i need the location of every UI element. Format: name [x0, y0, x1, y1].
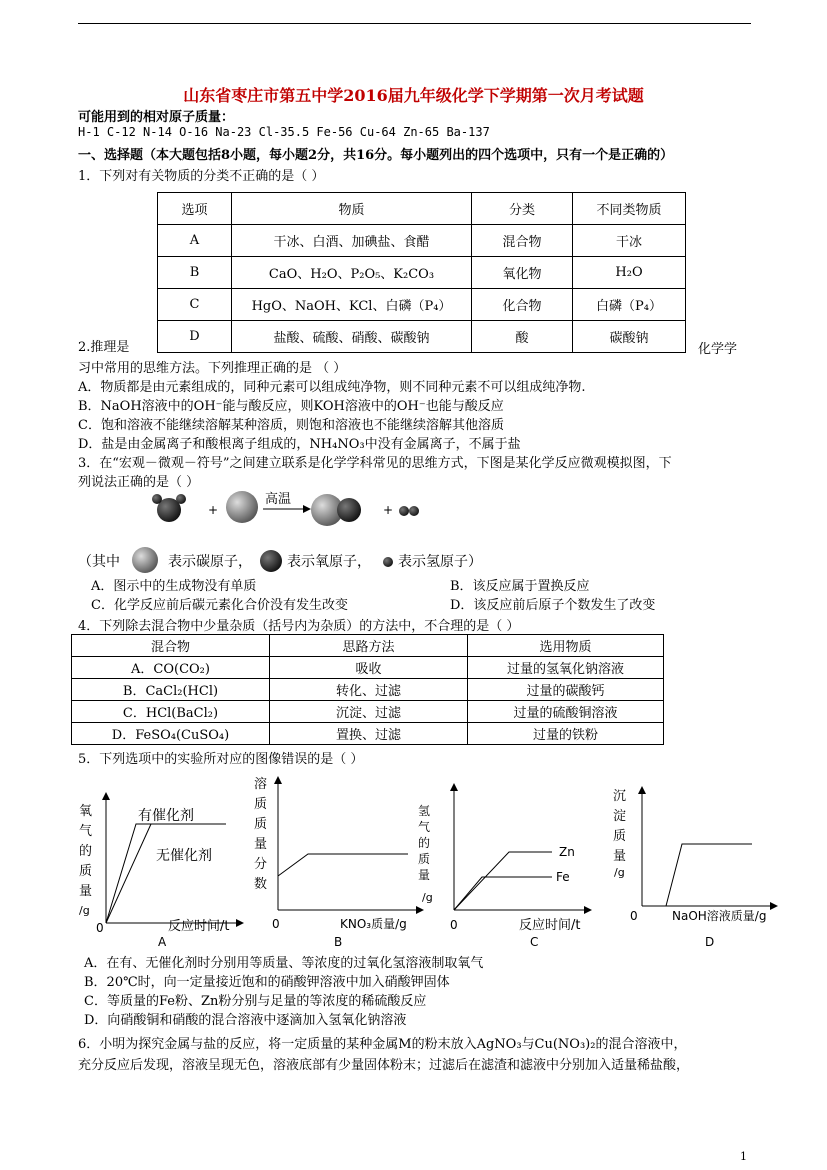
table-cell: B．CaCl₂(HCl)	[72, 679, 270, 701]
table-cell: HgO、NaOH、KCl、白磷（P₄）	[232, 289, 472, 321]
table-row	[158, 225, 686, 257]
graph-d-ylabel: /g	[614, 866, 625, 879]
question-3-line2: 列说法正确的是（ ）	[78, 475, 200, 490]
q3-option-d: D．该反应前后原子个数发生了改变	[450, 598, 656, 613]
q5-option-d: D．向硝酸铜和硝酸的混合溶液中逐滴加入氢氧化钠溶液	[84, 1013, 407, 1028]
graph-d	[610, 780, 790, 950]
reaction-diagram	[145, 485, 445, 535]
graph-a-xlabel: 反应时间/t	[168, 919, 230, 934]
q3-option-b: B．该反应属于置换反应	[450, 579, 590, 594]
graph-b-xlabel: KNO₃质量/g	[340, 917, 407, 931]
table-cell: 盐酸、硫酸、硝酸、碳酸钠	[232, 321, 472, 353]
q5-option-b: B．20℃时，向一定量接近饱和的硝酸钾溶液中加入硝酸钾固体	[84, 975, 450, 990]
graph-c-xlabel: 反应时间/t	[519, 918, 581, 933]
table-header-cell: 选项	[158, 193, 232, 225]
question-6-line2: 充分反应后发现，溶液呈现无色，溶液底部有少量固体粉末；过滤后在滤渣和滤液中分别加入适量稀盐酸，	[78, 1058, 690, 1073]
graph-c	[414, 775, 599, 950]
page-number: 1	[740, 1150, 747, 1163]
graph-a-ylabel: 氧	[79, 804, 93, 819]
table-cell: C．HCl(BaCl₂)	[72, 701, 270, 723]
graph-a-ylabel: 的	[79, 844, 93, 859]
graph-d-ylabel: 淀	[613, 809, 627, 824]
graph-d-ylabel: 质	[613, 829, 627, 844]
table-row	[72, 679, 664, 701]
table-cell: 干冰、白酒、加碘盐、食醋	[232, 225, 472, 257]
table-cell: 碳酸钠	[573, 321, 686, 353]
reaction-condition: 高温	[265, 492, 292, 507]
table-cell: 氧化物	[472, 257, 573, 289]
graph-a-curve-no-catalyst	[106, 824, 151, 923]
graph-c-x-arrow	[584, 906, 592, 914]
table-cell: A	[158, 225, 232, 257]
classification-table	[157, 192, 686, 353]
header-rule	[78, 23, 751, 24]
graph-d-origin: 0	[630, 909, 638, 923]
q2-option-c: C．饱和溶液不能继续溶解某种溶质，则饱和溶液也不能继续溶解其他溶质	[78, 418, 504, 433]
legend-hydrogen: 表示氢原子）	[398, 554, 482, 570]
legend-open: （其中	[78, 554, 120, 570]
hydrogen-legend-icon	[381, 555, 395, 569]
graph-b-curve	[278, 854, 408, 876]
graph-b-ylabel: 溶	[254, 777, 268, 792]
table-header-cell: 物质	[232, 193, 472, 225]
graph-c-label-zn: Zn	[559, 845, 575, 859]
q3-option-a: A．图示中的生成物没有单质	[91, 579, 257, 594]
graph-b-letter: B	[334, 935, 343, 949]
table-cell: 酸	[472, 321, 573, 353]
graph-d-letter: D	[705, 935, 715, 949]
section-heading: 一、选择题（本大题包括8小题，每小题2分，共16分。每小题列出的四个选项中，只有一个是正确的）	[78, 148, 674, 163]
q2-option-d: D．盐是由金属离子和酸根离子组成的，NH₄NO₃中没有金属离子，不属于盐	[78, 437, 521, 452]
table-header-row	[158, 193, 686, 225]
graph-c-y-arrow	[450, 783, 458, 791]
graph-a-label-no-catalyst: 无催化剂	[156, 848, 212, 864]
graph-a-origin: 0	[96, 921, 104, 935]
graph-a-x-arrow	[236, 919, 244, 927]
table-cell: 过量的硫酸铜溶液	[468, 701, 664, 723]
table-row	[72, 701, 664, 723]
co-molecule	[311, 494, 361, 526]
table-header-cell: 思路方法	[270, 635, 468, 657]
graph-b-ylabel: 量	[254, 837, 268, 852]
graph-c-ylabel: /g	[422, 891, 433, 904]
question-6-line1: 6．小明为探究金属与盐的反应，将一定质量的某种金属M的粉末放入AgNO₃与Cu(NO₃)₂的混合溶液中，	[78, 1037, 687, 1052]
table-cell: 吸收	[270, 657, 468, 679]
graph-c-curve-zn	[454, 852, 552, 910]
table-cell: H₂O	[573, 257, 686, 289]
legend-carbon: 表示碳原子，	[168, 554, 252, 570]
table-cell: A．CO(CO₂)	[72, 657, 270, 679]
question-1: 1．下列对有关物质的分类不正确的是（ ）	[78, 169, 325, 184]
graph-a-letter: A	[158, 935, 167, 949]
graph-c-ylabel: 气	[418, 820, 431, 834]
legend-oxygen: 表示氧原子，	[287, 554, 371, 570]
table-header-cell: 分类	[472, 193, 573, 225]
graph-a-label-catalyst: 有催化剂	[138, 808, 194, 824]
graph-c-ylabel: 量	[418, 868, 431, 882]
question-5: 5．下列选项中的实验所对应的图像错误的是（ ）	[78, 752, 364, 767]
hydrogen-molecule	[399, 506, 419, 516]
table-cell: D	[158, 321, 232, 353]
graph-c-ylabel: 的	[418, 836, 431, 850]
oxygen-legend-icon	[258, 548, 284, 574]
question-2-line2: 习中常用的思维方法。下列推理正确的是 （ ）	[78, 361, 347, 376]
question-2-start: 2.推理是	[78, 340, 130, 355]
graph-b-ylabel: 质	[254, 797, 268, 812]
graph-a-ylabel: 质	[79, 864, 93, 879]
graph-a-curve-catalyst	[106, 824, 226, 923]
table-row	[158, 289, 686, 321]
graph-c-ylabel: 质	[418, 852, 431, 866]
graph-d-ylabel: 沉	[613, 789, 627, 804]
graph-d-x-arrow	[770, 902, 778, 910]
arrow-head	[303, 505, 311, 513]
q2-option-a: A．物质都是由元素组成的，同种元素可以组成纯净物，则不同种元素不可以组成纯净物.	[78, 380, 586, 395]
q3-option-c: C．化学反应前后碳元素化合价没有发生改变	[91, 598, 348, 613]
q5-option-c: C．等质量的Fe粉、Zn粉分别与足量的等浓度的稀硫酸反应	[84, 994, 427, 1009]
impurity-table	[71, 634, 664, 745]
table-cell: 干冰	[573, 225, 686, 257]
table-cell: 化合物	[472, 289, 573, 321]
graph-b-y-arrow	[274, 776, 282, 784]
graph-b-ylabel: 数	[254, 877, 268, 892]
table-cell: 混合物	[472, 225, 573, 257]
atoms-line: H-1 C-12 N-14 O-16 Na-23 Cl-35.5 Fe-56 Cu-64 Zn-65 Ba-137	[78, 125, 490, 139]
graph-c-label-fe: Fe	[556, 870, 570, 884]
graph-a-ylabel: 量	[79, 884, 93, 899]
atoms-heading: 可能用到的相对原子质量：	[78, 110, 235, 125]
table-cell: 过量的氢氧化钠溶液	[468, 657, 664, 679]
table-row	[72, 723, 664, 745]
question-4: 4．下列除去混合物中少量杂质（括号内为杂质）的方法中，不合理的是（ ）	[78, 619, 520, 634]
carbon-atom	[226, 491, 258, 523]
graph-d-curve	[642, 844, 752, 906]
table-cell: 沉淀、过滤	[270, 701, 468, 723]
water-molecule	[152, 494, 186, 522]
table-header-row	[72, 635, 664, 657]
table-cell: CaO、H₂O、P₂O₅、K₂CO₃	[232, 257, 472, 289]
table-header-cell: 选用物质	[468, 635, 664, 657]
page-title: 山东省枣庄市第五中学2016届九年级化学下学期第一次月考试题	[183, 86, 644, 105]
table-cell: 过量的碳酸钙	[468, 679, 664, 701]
graph-b-ylabel: 分	[254, 857, 268, 872]
plus-sign: +	[383, 503, 394, 517]
graph-b	[250, 770, 430, 950]
graph-b-origin: 0	[272, 917, 280, 931]
table-cell: C	[158, 289, 232, 321]
graph-a-ylabel: 气	[79, 824, 93, 839]
table-row	[72, 657, 664, 679]
table-header-cell: 混合物	[72, 635, 270, 657]
table-row	[158, 321, 686, 353]
graph-b-ylabel: 质	[254, 817, 268, 832]
table-cell: D．FeSO₄(CuSO₄)	[72, 723, 270, 745]
graph-c-origin: 0	[450, 918, 458, 932]
graph-a	[76, 790, 251, 950]
question-3-line1: 3．在“宏观－微观－符号”之间建立联系是化学学科常见的思维方式，下图是某化学反应微观模拟图，下	[78, 456, 672, 471]
table-cell: B	[158, 257, 232, 289]
q5-option-a: A．在有、无催化剂时分别用等质量、等浓度的过氧化氢溶液制取氧气	[84, 956, 484, 971]
graph-a-y-arrow	[102, 792, 110, 800]
graph-c-letter: C	[530, 935, 539, 949]
table-cell: 转化、过滤	[270, 679, 468, 701]
plus-sign: +	[208, 503, 219, 517]
graph-d-y-arrow	[638, 786, 646, 794]
table-cell: 白磷（P₄）	[573, 289, 686, 321]
table-cell: 过量的铁粉	[468, 723, 664, 745]
graph-c-ylabel: 氢	[418, 804, 431, 818]
carbon-legend-icon	[130, 545, 160, 575]
table-header-cell: 不同类物质	[573, 193, 686, 225]
graph-c-curve-fe	[454, 877, 552, 910]
graph-d-xlabel: NaOH溶液质量/g	[672, 909, 767, 923]
graph-a-ylabel: /g	[79, 904, 90, 917]
table-cell: 置换、过滤	[270, 723, 468, 745]
question-2-tail: 化学学	[698, 342, 738, 357]
graph-d-ylabel: 量	[613, 849, 627, 864]
table-row	[158, 257, 686, 289]
q2-option-b: B．NaOH溶液中的OH⁻能与酸反应，则KOH溶液中的OH⁻也能与酸反应	[78, 399, 504, 414]
